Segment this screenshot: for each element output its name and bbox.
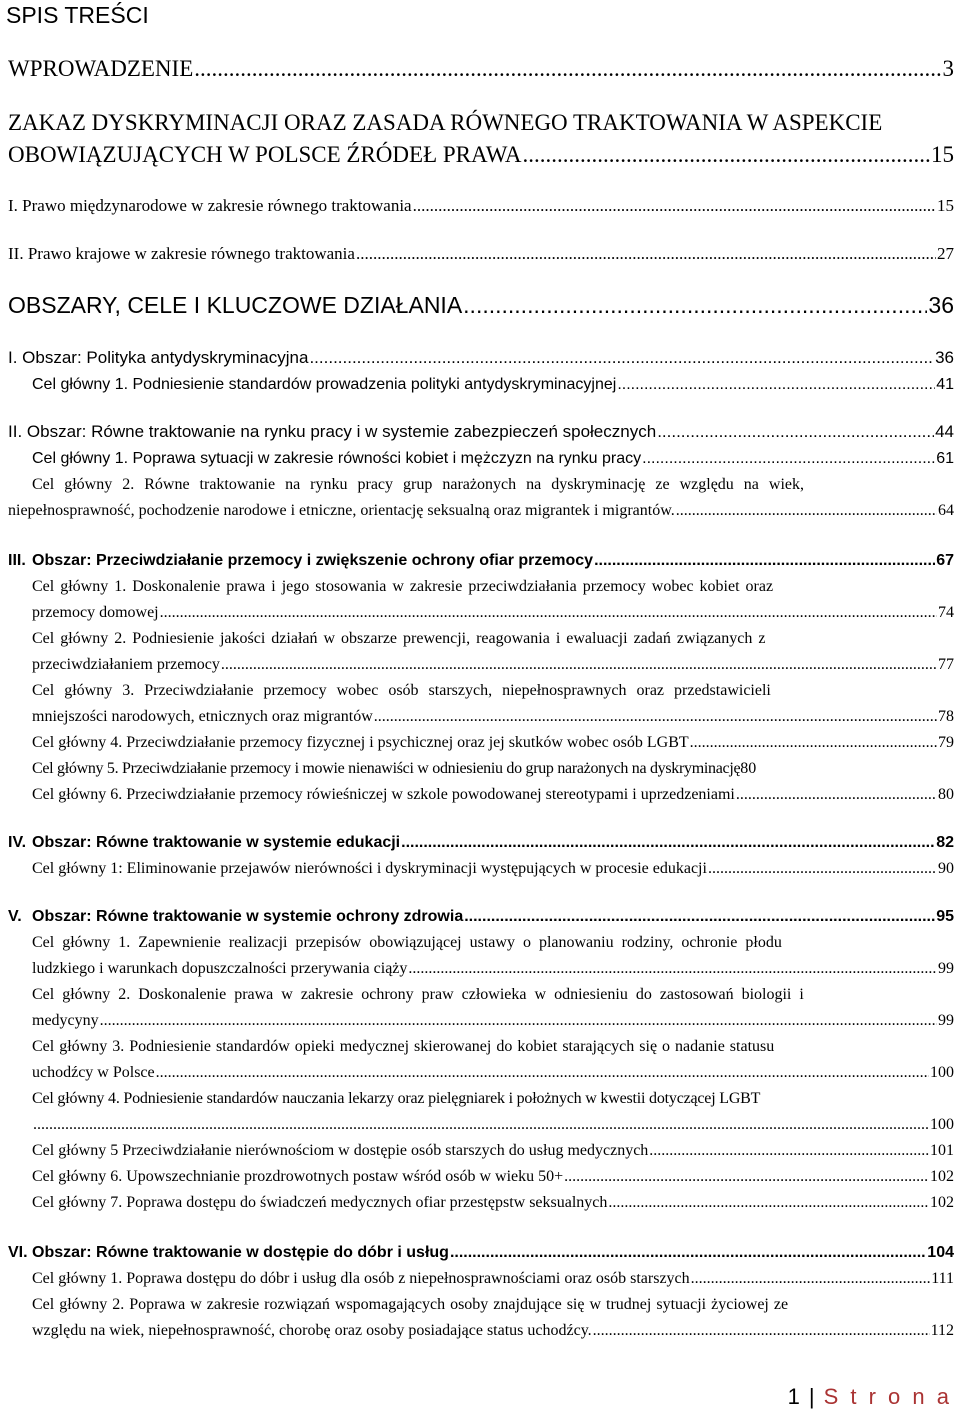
toc-entry[interactable] [32,1012,954,1036]
footer-page-number: 1 [787,1384,803,1409]
toc-entry[interactable] [8,348,954,372]
toc-entry[interactable] [8,1244,954,1268]
toc-entry-text: mniejszości narodowych, etnicznych oraz migrantów [32,708,373,725]
toc-entry-text: przemocy domowej [32,604,159,621]
toc-entry-page: 15 [931,142,954,167]
toc-entry-text: II. Prawo krajowe w zakresie równego traktowania [8,244,355,263]
toc-entry[interactable] [32,1168,954,1192]
toc-entry[interactable] [32,734,954,758]
page-footer [788,1384,952,1410]
toc-entry[interactable] [8,244,954,268]
toc-entry[interactable] [32,1116,954,1140]
toc-entry[interactable] [32,1270,954,1294]
toc-entry-text: Cel główny 3. Podniesienie standardów opieki medycznej skierowanej do kobiet starających się o nadanie statusu [32,1038,775,1055]
toc-entry[interactable] [8,834,954,858]
toc-entry-page: 15 [937,196,954,215]
toc-entry-label: VI. [8,1244,28,1261]
toc-entry-page: 99 [938,1012,954,1029]
toc-entry[interactable] [8,422,954,446]
toc-entry[interactable] [32,860,954,884]
toc-entry-text: Cel główny 2. Równe traktowanie na rynku pracy grup narażonych na dyskryminację ze względu na wiek, [32,476,804,493]
toc-entry-label: V. [8,908,22,925]
toc-entry-text: Obszar: Przeciwdziałanie przemocy i zwiększenie ochrony ofiar przemocy [32,552,594,569]
toc-entry-text: względu na wiek, niepełnosprawność, chorobę oraz osoby posiadające status uchodźcy. [32,1322,592,1339]
toc-entry-text: II. Obszar: Równe traktowanie na rynku pracy i w systemie zabezpieczeń społecznych [8,422,657,441]
toc-entry-page: 82 [936,834,954,851]
toc-entry-text: Obszar: Równe traktowanie w dostępie do dóbr i usług [32,1244,449,1261]
toc-entry[interactable] [8,292,954,324]
toc-entry-page: 101 [930,1142,954,1159]
toc-entry-text: Cel główny 5 Przeciwdziałanie nierównościom w dostępie osób starszych do usług medycznych [32,1142,649,1159]
toc-entry-line[interactable] [32,476,954,500]
toc-entry[interactable] [8,552,954,576]
toc-entry-text: I. Obszar: Polityka antydyskryminacyjna [8,348,309,367]
toc-entry-page: 80 [740,760,757,777]
toc-entry-text: Cel główny 1. Doskonalenie prawa i jego stosowania w zakresie przeciwdziałania przemocy wobec kobiet oraz [32,578,774,595]
toc-entry-text: Cel główny 1. Poprawa dostępu do dóbr i usług dla osób z niepełnosprawnościami oraz osób starszych [32,1270,690,1287]
footer-label: S t r o n a [823,1384,952,1409]
toc-entry-line[interactable] [32,1038,954,1062]
toc-entry-text: Cel główny 2. Podniesienie jakości działań w obszarze prewencji, reagowania i ewaluacji zadań związanych z [32,630,766,647]
toc-entry[interactable] [32,1142,954,1166]
toc-entry-text: I. Prawo międzynarodowe w zakresie równego traktowania [8,196,412,215]
toc-entry[interactable] [8,908,954,932]
toc-entry-text: medycyny [32,1012,99,1029]
toc-entry-page: 102 [930,1168,954,1185]
toc-entry[interactable] [32,1064,954,1088]
toc-entry-text: Cel główny 2. Poprawa w zakresie rozwiązań wspomagających osoby znajdujące się w trudnej sytuacji życiowej ze [32,1296,789,1313]
toc-entry-page: 64 [938,502,954,519]
toc-entry-line[interactable] [32,1296,954,1320]
toc-entry-page: 80 [938,786,954,803]
toc-entry-text: Cel główny 4. Podniesienie standardów nauczania lekarzy oraz pielęgniarek i położnych w kwestii dotyczącej LGBT [32,1090,761,1107]
toc-entry-text: Obszar: Równe traktowanie w systemie edukacji [32,834,401,851]
footer-separator: | [808,1384,818,1409]
toc-entry-page: 36 [935,348,954,367]
toc-entry[interactable] [32,786,954,810]
toc-entry-page: 112 [930,1322,954,1339]
toc-entry-text: Cel główny 3. Przeciwdziałanie przemocy wobec osób starszych, niepełnosprawnych oraz przedstawicieli [32,682,771,699]
toc-entry-page: 102 [930,1194,954,1211]
toc-entry-text: Cel główny 5. Przeciwdziałanie przemocy i mowie nienawiści w odniesieniu do grup narażonych na dyskryminację [32,760,741,777]
toc-entry-page: 95 [936,908,954,925]
toc-entry-page: 78 [938,708,954,725]
toc-entry-line[interactable] [8,110,954,142]
toc-entry-text: Cel główny 1. Zapewnienie realizacji przepisów obowiązującej ustawy o planowaniu rodziny, ochronie płodu [32,934,782,951]
toc-entry[interactable] [32,1322,954,1346]
toc-entry[interactable] [8,142,954,174]
toc-entry-page: 44 [935,422,954,441]
toc-entry-text: OBOWIĄZUJĄCYCH W POLSCE ŹRÓDEŁ PRAWA [8,142,522,167]
toc-entry-label: IV. [8,834,27,851]
toc-entry-line[interactable] [32,934,954,958]
toc-entry-page: 99 [938,960,954,977]
toc-entry-label: III. [8,552,26,569]
toc-entry-line[interactable] [32,986,954,1010]
toc-entry-text: Cel główny 1: Eliminowanie przejawów nierówności i dyskryminacji występujących w procesie edukacji [32,860,707,877]
toc-entry-page: 61 [936,450,954,467]
toc-entry-page: 3 [942,56,954,81]
toc-entry-text: Cel główny 4. Przeciwdziałanie przemocy fizycznej i psychicznej oraz jej skutków wobec osób LGBT [32,734,689,751]
toc-entry-text: ludzkiego i warunkach dopuszczalności przerywania ciąży [32,960,408,977]
toc-entry-page: 104 [927,1244,954,1261]
toc-entry[interactable] [32,708,954,732]
toc-entry-text: WPROWADZENIE [8,56,194,81]
toc-entry-text: Cel główny 1. Poprawa sytuacji w zakresie równości kobiet i mężczyzn na rynku pracy [32,450,642,467]
toc-entry-line[interactable] [32,682,954,706]
toc-entry[interactable] [32,376,954,400]
toc-entry-text: przeciwdziałaniem przemocy [32,656,220,673]
toc-entry[interactable] [32,656,954,680]
toc-entry-page: 67 [936,552,954,569]
toc-entry-page: 41 [936,376,954,393]
toc-entry-text: Cel główny 6. Przeciwdziałanie przemocy rówieśniczej w szkole powodowanej stereotypami i uprzedzeniami [32,786,735,803]
toc-entry-line[interactable] [32,630,954,654]
toc-entry-page: 100 [930,1064,954,1081]
toc-entry-text: Obszar: Równe traktowanie w systemie ochrony zdrowia [32,908,464,925]
toc-entry-page: 90 [938,860,954,877]
toc-entry-line[interactable] [32,578,954,602]
toc-entry[interactable] [8,196,954,220]
toc-entry-text: Cel główny 7. Poprawa dostępu do świadczeń medycznych ofiar przestępstw seksualnych [32,1194,608,1211]
page-title: SPIS TREŚCI [6,2,149,28]
toc-entry-text: niepełnosprawność, pochodzenie narodowe i etniczne, orientację seksualną oraz migrantek i migrantów. [8,502,675,519]
toc-entry[interactable] [8,56,954,88]
toc-entry-page: 36 [928,292,954,318]
toc-entry[interactable] [32,450,954,474]
toc-entry-text: Cel główny 6. Upowszechnianie prozdrowotnych postaw wśród osób w wieku 50+ [32,1168,564,1185]
toc-entry-text: uchodźcy w Polsce [32,1064,155,1081]
toc-entry-text: Cel główny 2. Doskonalenie prawa w zakresie ochrony praw człowieka w odniesieniu do zastosowań biologii i [32,986,804,1003]
toc-entry[interactable] [32,960,954,984]
toc-entry-text: Cel główny 1. Podniesienie standardów prowadzenia polityki antydyskryminacyjnej [32,376,617,393]
toc-entry[interactable] [32,760,954,784]
toc-entry[interactable] [32,1194,954,1218]
toc-entry-page: 74 [938,604,954,621]
toc-entry-page: 27 [937,244,954,263]
toc-entry-line[interactable] [32,1090,954,1114]
toc-entry-page: 111 [931,1270,954,1287]
toc-entry-page: 100 [930,1116,954,1133]
toc-entry-page: 79 [938,734,954,751]
toc-entry-text: ZAKAZ DYSKRYMINACJI ORAZ ZASADA RÓWNEGO TRAKTOWANIA W ASPEKCIE [8,110,883,135]
toc-entry[interactable] [32,604,954,628]
toc-entry-page: 77 [938,656,954,673]
toc-entry-text: OBSZARY, CELE I KLUCZOWE DZIAŁANIA [8,292,463,318]
toc-entry[interactable] [8,502,954,526]
